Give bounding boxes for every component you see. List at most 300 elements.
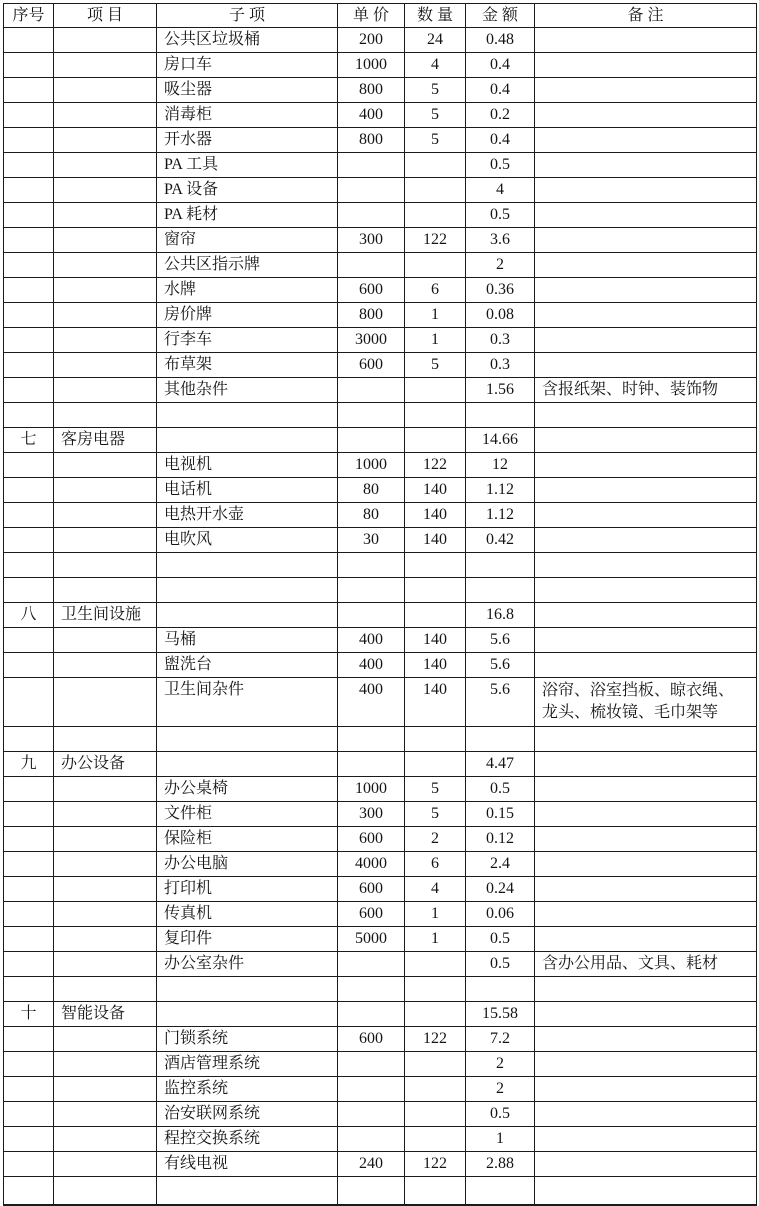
cell-amount: 1.12: [466, 478, 535, 503]
cell-quantity: 5: [405, 802, 466, 827]
cell-project: [54, 727, 157, 752]
cell-amount: 5.6: [466, 678, 535, 727]
empty-row: [4, 578, 757, 603]
cell-quantity: 5: [405, 78, 466, 103]
cell-unit-price: [338, 952, 405, 977]
header-project: 项 目: [54, 4, 157, 28]
cell-remark: [535, 103, 757, 128]
cell-sub-item: [157, 553, 338, 578]
expense-table: [3, 3, 757, 1206]
cell-amount: 0.5: [466, 777, 535, 802]
cell-unit-price: 800: [338, 303, 405, 328]
cell-serial: [4, 328, 54, 353]
cell-remark: [535, 53, 757, 78]
cell-project: [54, 403, 157, 428]
cell-serial: [4, 877, 54, 902]
cell-serial: [4, 128, 54, 153]
cell-remark: [535, 653, 757, 678]
cell-sub-item: 电话机: [157, 478, 338, 503]
cell-sub-item: [157, 603, 338, 628]
cell-remark: [535, 1127, 757, 1152]
empty-row: [4, 403, 757, 428]
item-row: [4, 178, 757, 203]
cell-unit-price: [338, 253, 405, 278]
cell-unit-price: [338, 1102, 405, 1127]
cell-unit-price: [338, 178, 405, 203]
cell-sub-item: 卫生间杂件: [157, 678, 338, 727]
cell-project: [54, 28, 157, 53]
cell-project: [54, 278, 157, 303]
cell-amount: 0.5: [466, 927, 535, 952]
cell-project: 卫生间设施: [54, 603, 157, 628]
cell-serial: [4, 1052, 54, 1077]
cell-project: [54, 1152, 157, 1177]
item-row: [4, 203, 757, 228]
cell-quantity: 1: [405, 303, 466, 328]
item-row: [4, 653, 757, 678]
cell-serial: [4, 553, 54, 578]
cell-amount: 0.08: [466, 303, 535, 328]
cell-sub-item: 电视机: [157, 453, 338, 478]
item-row: [4, 902, 757, 927]
cell-quantity: 122: [405, 1027, 466, 1052]
cell-quantity: 1: [405, 927, 466, 952]
cell-sub-item: 门锁系统: [157, 1027, 338, 1052]
cell-quantity: 5: [405, 103, 466, 128]
cell-remark: [535, 1077, 757, 1102]
cell-quantity: 2: [405, 827, 466, 852]
cell-serial: [4, 927, 54, 952]
item-row: [4, 228, 757, 253]
cell-quantity: [405, 1077, 466, 1102]
cell-sub-item: 电吹风: [157, 528, 338, 553]
cell-amount: 0.5: [466, 203, 535, 228]
cell-sub-item: [157, 752, 338, 777]
cell-project: 智能设备: [54, 1002, 157, 1027]
cell-unit-price: [338, 752, 405, 777]
item-row: [4, 153, 757, 178]
cell-amount: 0.12: [466, 827, 535, 852]
item-row: [4, 28, 757, 53]
empty-row: [4, 553, 757, 578]
cell-serial: [4, 977, 54, 1002]
cell-quantity: 140: [405, 528, 466, 553]
cell-project: [54, 678, 157, 727]
cell-unit-price: 3000: [338, 328, 405, 353]
cell-remark: [535, 478, 757, 503]
cell-amount: 0.48: [466, 28, 535, 53]
item-row: [4, 1152, 757, 1177]
cell-unit-price: [338, 1052, 405, 1077]
cell-quantity: [405, 977, 466, 1002]
cell-project: [54, 852, 157, 877]
item-row: [4, 328, 757, 353]
cell-quantity: 122: [405, 453, 466, 478]
cell-sub-item: 房价牌: [157, 303, 338, 328]
cell-quantity: 1: [405, 902, 466, 927]
cell-quantity: [405, 153, 466, 178]
cell-amount: [466, 578, 535, 603]
cell-remark: [535, 353, 757, 378]
cell-quantity: [405, 952, 466, 977]
header-row: [4, 4, 757, 28]
cell-remark: [535, 278, 757, 303]
cell-quantity: [405, 1002, 466, 1027]
cell-amount: 7.2: [466, 1027, 535, 1052]
cell-sub-item: [157, 1002, 338, 1027]
cell-quantity: [405, 1177, 466, 1205]
cell-amount: 0.24: [466, 877, 535, 902]
cell-serial: 八: [4, 603, 54, 628]
cell-quantity: [405, 378, 466, 403]
cell-sub-item: PA 工具: [157, 153, 338, 178]
cell-project: [54, 1027, 157, 1052]
cell-sub-item: 电热开水壶: [157, 503, 338, 528]
cell-amount: 0.42: [466, 528, 535, 553]
cell-remark: [535, 603, 757, 628]
cell-serial: 七: [4, 428, 54, 453]
cell-unit-price: [338, 1077, 405, 1102]
cell-unit-price: 600: [338, 1027, 405, 1052]
cell-amount: 3.6: [466, 228, 535, 253]
cell-unit-price: 600: [338, 827, 405, 852]
cell-serial: [4, 453, 54, 478]
cell-quantity: [405, 1127, 466, 1152]
cell-project: [54, 53, 157, 78]
item-row: [4, 952, 757, 977]
cell-serial: 九: [4, 752, 54, 777]
item-row: [4, 1102, 757, 1127]
cell-remark: [535, 403, 757, 428]
item-row: [4, 503, 757, 528]
cell-quantity: [405, 428, 466, 453]
cell-sub-item: 消毒柜: [157, 103, 338, 128]
cell-unit-price: 400: [338, 103, 405, 128]
cell-project: [54, 827, 157, 852]
cell-amount: 0.2: [466, 103, 535, 128]
cell-amount: 0.4: [466, 78, 535, 103]
cell-serial: [4, 178, 54, 203]
cell-sub-item: [157, 403, 338, 428]
cell-remark: [535, 977, 757, 1002]
item-row: [4, 478, 757, 503]
cell-unit-price: [338, 153, 405, 178]
cell-serial: [4, 253, 54, 278]
cell-unit-price: 800: [338, 78, 405, 103]
cell-amount: 0.06: [466, 902, 535, 927]
cell-unit-price: [338, 428, 405, 453]
cell-sub-item: 程控交换系统: [157, 1127, 338, 1152]
cell-amount: 0.5: [466, 952, 535, 977]
cell-remark: [535, 802, 757, 827]
cell-serial: [4, 103, 54, 128]
cell-unit-price: 800: [338, 128, 405, 153]
item-row: [4, 78, 757, 103]
cell-serial: [4, 53, 54, 78]
cell-sub-item: 监控系统: [157, 1077, 338, 1102]
cell-remark: [535, 553, 757, 578]
item-row: [4, 303, 757, 328]
cell-quantity: [405, 603, 466, 628]
cell-serial: [4, 528, 54, 553]
cell-amount: 15.58: [466, 1002, 535, 1027]
cell-unit-price: 400: [338, 653, 405, 678]
cell-project: [54, 1052, 157, 1077]
cell-quantity: 4: [405, 877, 466, 902]
cell-serial: [4, 628, 54, 653]
cell-project: [54, 378, 157, 403]
cell-remark: [535, 253, 757, 278]
cell-sub-item: 办公电脑: [157, 852, 338, 877]
item-row: [4, 378, 757, 403]
header-serial-number: 序号: [4, 4, 54, 28]
cell-quantity: [405, 727, 466, 752]
cell-amount: 0.4: [466, 128, 535, 153]
cell-serial: [4, 1127, 54, 1152]
cell-sub-item: 文件柜: [157, 802, 338, 827]
cell-remark: [535, 128, 757, 153]
cell-quantity: [405, 178, 466, 203]
cell-sub-item: 马桶: [157, 628, 338, 653]
cell-quantity: [405, 752, 466, 777]
cell-remark: [535, 228, 757, 253]
cell-sub-item: 吸尘器: [157, 78, 338, 103]
cell-project: [54, 103, 157, 128]
cell-unit-price: 1000: [338, 53, 405, 78]
cell-serial: [4, 378, 54, 403]
cell-unit-price: [338, 977, 405, 1002]
cell-quantity: 4: [405, 53, 466, 78]
cell-project: [54, 877, 157, 902]
cell-project: [54, 328, 157, 353]
cell-sub-item: 开水器: [157, 128, 338, 153]
cell-remark: [535, 503, 757, 528]
cell-serial: [4, 777, 54, 802]
empty-row: [4, 727, 757, 752]
cell-unit-price: [338, 403, 405, 428]
cell-remark: [535, 528, 757, 553]
cell-amount: [466, 727, 535, 752]
cell-unit-price: 80: [338, 503, 405, 528]
cell-sub-item: 治安联网系统: [157, 1102, 338, 1127]
cell-project: [54, 253, 157, 278]
cell-serial: [4, 78, 54, 103]
cell-amount: 0.36: [466, 278, 535, 303]
cell-project: [54, 578, 157, 603]
cell-amount: [466, 1177, 535, 1205]
item-row: [4, 528, 757, 553]
cell-project: [54, 802, 157, 827]
header-sub-item: 子 项: [157, 4, 338, 28]
cell-sub-item: 窗帘: [157, 228, 338, 253]
cell-amount: 1.12: [466, 503, 535, 528]
cell-sub-item: 有线电视: [157, 1152, 338, 1177]
cell-sub-item: 办公桌椅: [157, 777, 338, 802]
cell-serial: [4, 827, 54, 852]
cell-remark: [535, 303, 757, 328]
header-quantity: 数 量: [405, 4, 466, 28]
cell-amount: 0.4: [466, 53, 535, 78]
cell-project: [54, 553, 157, 578]
cell-serial: [4, 1102, 54, 1127]
cell-remark: [535, 1002, 757, 1027]
cell-remark: 含报纸架、时钟、装饰物: [535, 378, 757, 403]
cell-unit-price: 4000: [338, 852, 405, 877]
cell-quantity: 122: [405, 228, 466, 253]
item-row: [4, 1027, 757, 1052]
cell-project: [54, 153, 157, 178]
cell-unit-price: [338, 727, 405, 752]
section-row: [4, 1002, 757, 1027]
cell-unit-price: 600: [338, 877, 405, 902]
cell-quantity: [405, 1102, 466, 1127]
cell-amount: 0.15: [466, 802, 535, 827]
cell-remark: [535, 752, 757, 777]
cell-serial: [4, 727, 54, 752]
cell-sub-item: 保险柜: [157, 827, 338, 852]
cell-serial: [4, 153, 54, 178]
cell-amount: 12: [466, 453, 535, 478]
cell-unit-price: 400: [338, 628, 405, 653]
cell-unit-price: [338, 203, 405, 228]
cell-remark: 浴帘、浴室挡板、晾衣绳、龙头、梳妆镜、毛巾架等: [535, 678, 757, 727]
item-row: [4, 253, 757, 278]
cell-amount: 0.5: [466, 153, 535, 178]
cell-sub-item: 传真机: [157, 902, 338, 927]
empty-row: [4, 1177, 757, 1205]
item-row: [4, 353, 757, 378]
cell-amount: 5.6: [466, 653, 535, 678]
cell-sub-item: 打印机: [157, 877, 338, 902]
section-row: [4, 428, 757, 453]
cell-amount: 2.88: [466, 1152, 535, 1177]
cell-remark: [535, 852, 757, 877]
cell-quantity: 6: [405, 278, 466, 303]
cell-unit-price: 1000: [338, 777, 405, 802]
cell-quantity: 140: [405, 628, 466, 653]
cell-serial: [4, 228, 54, 253]
cell-project: 办公设备: [54, 752, 157, 777]
cell-unit-price: 600: [338, 353, 405, 378]
cell-amount: 2: [466, 1052, 535, 1077]
cell-project: [54, 1102, 157, 1127]
cell-amount: 0.3: [466, 328, 535, 353]
cell-quantity: [405, 253, 466, 278]
cell-quantity: [405, 203, 466, 228]
table-body: [4, 28, 757, 1205]
cell-project: [54, 653, 157, 678]
cell-remark: [535, 453, 757, 478]
item-row: [4, 827, 757, 852]
cell-project: [54, 453, 157, 478]
cell-remark: [535, 28, 757, 53]
cell-sub-item: 水牌: [157, 278, 338, 303]
cell-unit-price: 5000: [338, 927, 405, 952]
cell-amount: 0.5: [466, 1102, 535, 1127]
cell-sub-item: 其他杂件: [157, 378, 338, 403]
cell-project: [54, 777, 157, 802]
cell-quantity: 140: [405, 503, 466, 528]
cell-project: [54, 228, 157, 253]
header-remark: 备 注: [535, 4, 757, 28]
cell-unit-price: 80: [338, 478, 405, 503]
cell-amount: 14.66: [466, 428, 535, 453]
item-row: [4, 278, 757, 303]
cell-project: [54, 78, 157, 103]
cell-amount: [466, 977, 535, 1002]
cell-serial: [4, 678, 54, 727]
header-unit-price: 单 价: [338, 4, 405, 28]
cell-project: [54, 1127, 157, 1152]
cell-unit-price: 240: [338, 1152, 405, 1177]
cell-project: [54, 353, 157, 378]
cell-quantity: 140: [405, 678, 466, 727]
item-row: [4, 1127, 757, 1152]
cell-quantity: [405, 578, 466, 603]
item-row: [4, 1077, 757, 1102]
cell-serial: [4, 203, 54, 228]
cell-quantity: 5: [405, 353, 466, 378]
cell-sub-item: [157, 578, 338, 603]
cell-project: [54, 528, 157, 553]
cell-remark: [535, 178, 757, 203]
cell-serial: [4, 403, 54, 428]
cell-quantity: 6: [405, 852, 466, 877]
cell-serial: [4, 478, 54, 503]
cell-serial: [4, 1152, 54, 1177]
cell-remark: [535, 1052, 757, 1077]
cell-project: [54, 503, 157, 528]
cell-amount: 5.6: [466, 628, 535, 653]
cell-sub-item: 复印件: [157, 927, 338, 952]
cell-serial: [4, 1177, 54, 1205]
cell-sub-item: 房口车: [157, 53, 338, 78]
item-row: [4, 53, 757, 78]
cell-sub-item: PA 耗材: [157, 203, 338, 228]
cell-serial: [4, 802, 54, 827]
cell-project: [54, 128, 157, 153]
cell-remark: [535, 1102, 757, 1127]
cell-project: [54, 1077, 157, 1102]
cell-amount: 1.56: [466, 378, 535, 403]
item-row: [4, 802, 757, 827]
cell-remark: [535, 1177, 757, 1205]
cell-amount: 4.47: [466, 752, 535, 777]
cell-remark: [535, 578, 757, 603]
cell-unit-price: 600: [338, 902, 405, 927]
cell-project: [54, 303, 157, 328]
cell-amount: 0.3: [466, 353, 535, 378]
cell-serial: [4, 852, 54, 877]
empty-row: [4, 977, 757, 1002]
cell-project: [54, 977, 157, 1002]
cell-project: [54, 628, 157, 653]
cell-quantity: 24: [405, 28, 466, 53]
cell-amount: 16.8: [466, 603, 535, 628]
cell-project: [54, 952, 157, 977]
cell-unit-price: [338, 1127, 405, 1152]
cell-quantity: [405, 403, 466, 428]
item-row: [4, 852, 757, 877]
cell-sub-item: [157, 1177, 338, 1205]
cell-project: [54, 927, 157, 952]
cell-amount: 4: [466, 178, 535, 203]
cell-unit-price: 30: [338, 528, 405, 553]
cell-serial: [4, 902, 54, 927]
cell-unit-price: [338, 553, 405, 578]
cell-remark: 含办公用品、文具、耗材: [535, 952, 757, 977]
cell-serial: [4, 578, 54, 603]
